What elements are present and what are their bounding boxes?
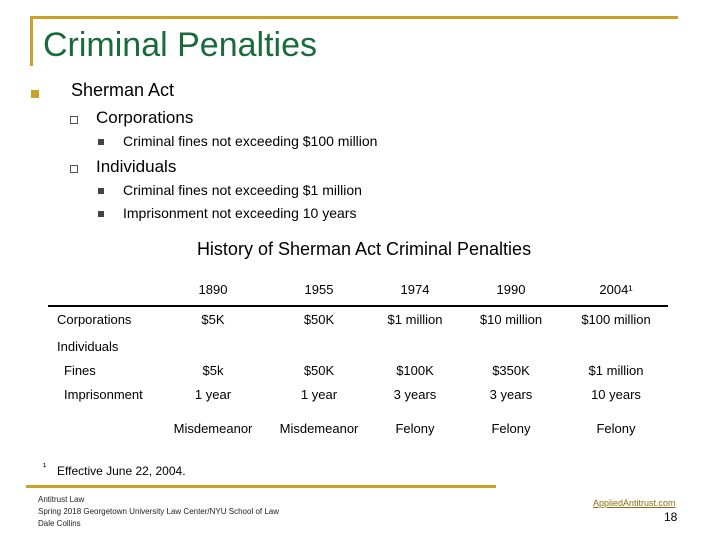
row-label-fines: Fines	[64, 363, 96, 378]
year-header: 2004¹	[599, 282, 633, 297]
hollow-square-bullet-icon	[70, 165, 78, 173]
table-cell: Felony	[395, 421, 435, 436]
slide-title: Criminal Penalties	[43, 26, 317, 64]
footnote-mark: ¹	[43, 462, 47, 473]
footer-course: Antitrust Law	[38, 495, 85, 504]
bullet-ind-prison: Imprisonment not exceeding 10 years	[123, 205, 357, 221]
table-title: History of Sherman Act Criminal Penalties	[196, 239, 532, 259]
table-cell: $5K	[201, 312, 225, 327]
year-header: 1974	[400, 282, 430, 297]
square-bullet-icon	[98, 211, 104, 217]
table-cell: $350K	[492, 363, 530, 378]
table-cell: Felony	[491, 421, 531, 436]
page-number: 18	[664, 510, 678, 524]
bullet-corp-fine: Criminal fines not exceeding $100 million	[123, 133, 378, 149]
row-label-imprisonment: Imprisonment	[64, 387, 143, 402]
table-cell: $100K	[396, 363, 434, 378]
year-header: 1890	[198, 282, 228, 297]
bullet-corporations: Corporations	[96, 108, 194, 127]
square-bullet-icon	[98, 139, 104, 145]
table-cell: 1 year	[194, 387, 232, 402]
table-cell: $1 million	[387, 312, 443, 327]
footer-rule	[26, 485, 496, 488]
table-cell: $50K	[303, 363, 335, 378]
bullet-individuals: Individuals	[96, 157, 177, 176]
website-link[interactable]: AppliedAntitrust.com	[593, 498, 676, 508]
bullet-sherman-act: Sherman Act	[71, 80, 175, 100]
row-label-individuals: Individuals	[57, 339, 119, 354]
table-cell: Felony	[596, 421, 636, 436]
table-cell: 3 years	[393, 387, 437, 402]
table-cell: $100 million	[581, 312, 651, 327]
table-header-rule	[48, 305, 668, 307]
footer-author: Dale Collins	[38, 519, 81, 528]
table-cell: $1 million	[588, 363, 644, 378]
year-header: 1955	[304, 282, 334, 297]
square-bullet-icon	[98, 188, 104, 194]
table-cell: 1 year	[300, 387, 338, 402]
bullet-ind-fine: Criminal fines not exceeding $1 million	[123, 182, 362, 198]
table-cell: 10 years	[591, 387, 641, 402]
table-cell: $50K	[303, 312, 335, 327]
footer-term: Spring 2018 Georgetown University Law Center/NYU School of Law	[38, 507, 280, 516]
table-cell: 3 years	[489, 387, 533, 402]
table-cell: $10 million	[479, 312, 543, 327]
table-cell: $5k	[202, 363, 224, 378]
title-side-rule	[30, 16, 33, 66]
footnote-text: Effective June 22, 2004.	[57, 464, 186, 478]
row-label-corporations: Corporations	[57, 312, 132, 327]
title-rule	[30, 16, 678, 19]
table-cell: Misdemeanor	[279, 421, 359, 436]
bullet-icon	[31, 90, 39, 98]
table-cell: Misdemeanor	[173, 421, 253, 436]
hollow-square-bullet-icon	[70, 116, 78, 124]
year-header: 1990	[496, 282, 526, 297]
